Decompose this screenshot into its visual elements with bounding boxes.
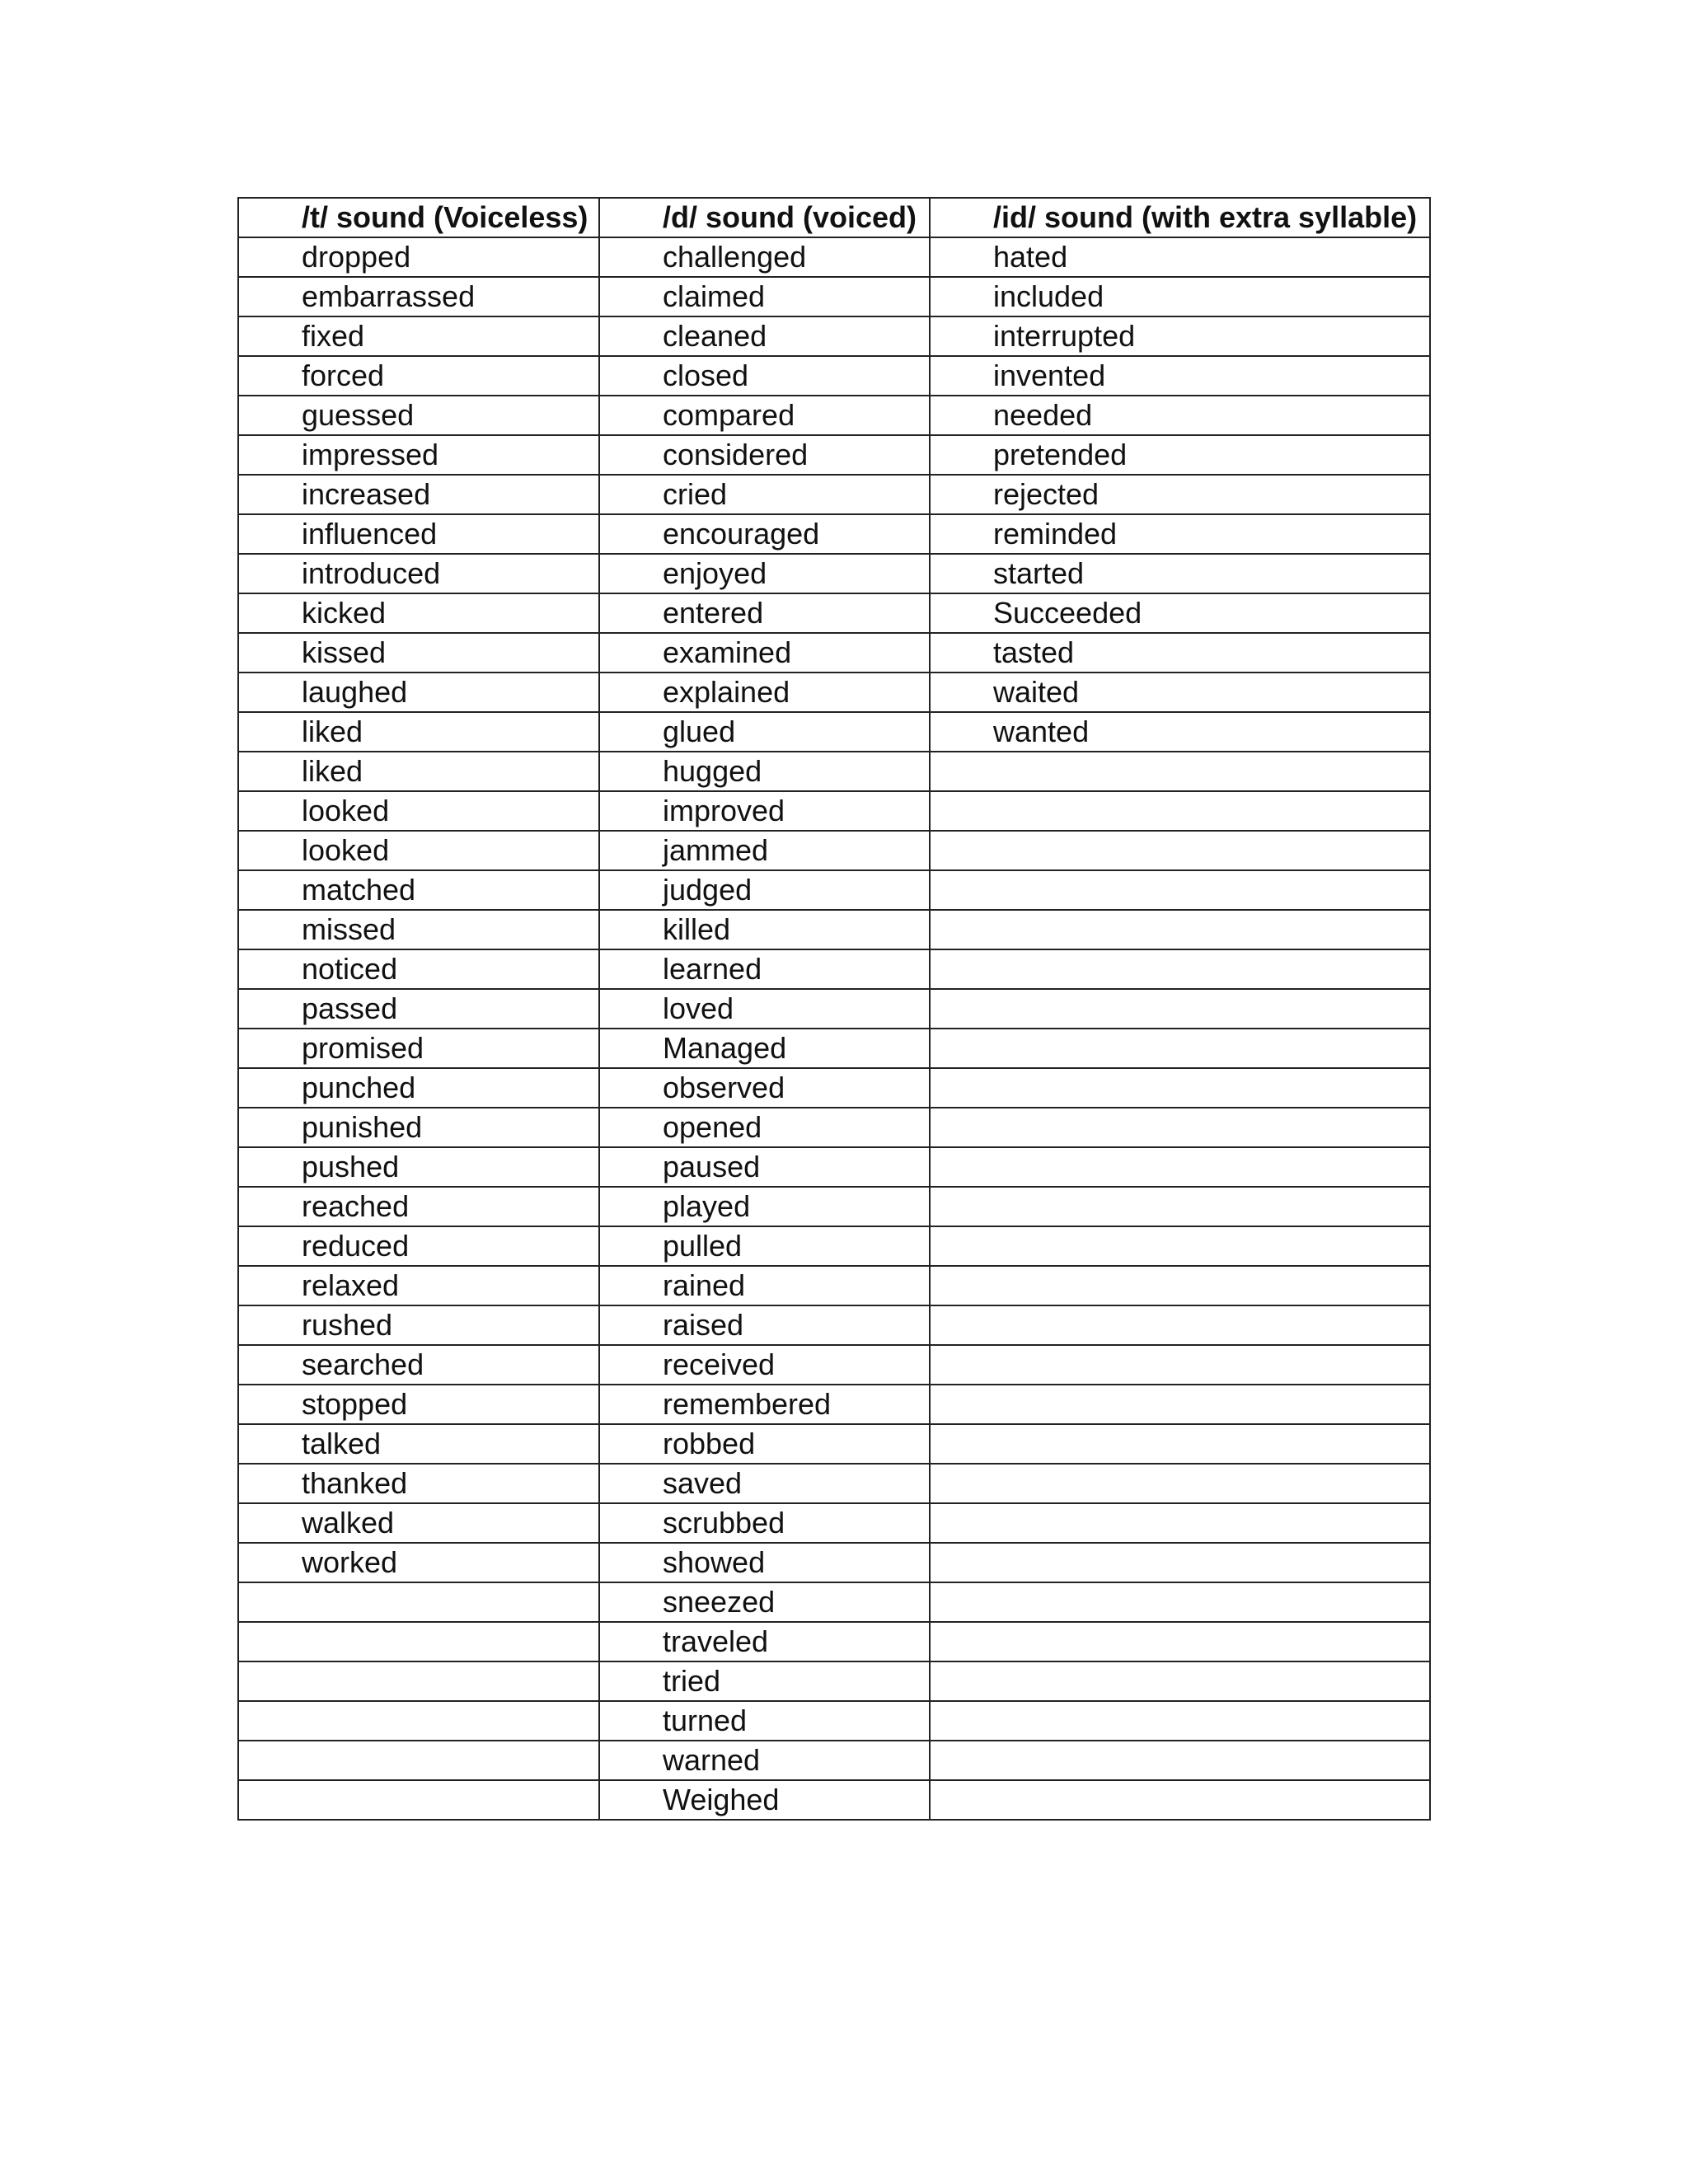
d-sound-cell: received (599, 1345, 930, 1385)
d-sound-cell: improved (599, 791, 930, 831)
table-row (238, 356, 1430, 396)
d-sound-cell: examined (599, 633, 930, 673)
id-sound-cell (930, 949, 1430, 989)
table-row (238, 1582, 1430, 1622)
id-sound-cell: tasted (930, 633, 1430, 673)
t-sound-cell: noticed (238, 949, 599, 989)
id-sound-cell: rejected (930, 475, 1430, 514)
table-row (238, 831, 1430, 870)
d-sound-cell: paused (599, 1147, 930, 1187)
d-sound-cell: robbed (599, 1424, 930, 1464)
table-row (238, 1266, 1430, 1305)
id-sound-cell (930, 989, 1430, 1029)
t-sound-cell (238, 1582, 599, 1622)
id-sound-cell (930, 1661, 1430, 1701)
id-sound-cell (930, 1068, 1430, 1108)
table-row (238, 1622, 1430, 1661)
id-sound-cell (930, 1780, 1430, 1820)
d-sound-cell: saved (599, 1464, 930, 1503)
d-sound-cell: claimed (599, 277, 930, 316)
table-row (238, 1741, 1430, 1780)
d-sound-cell: cleaned (599, 316, 930, 356)
t-sound-cell: stopped (238, 1385, 599, 1424)
t-sound-cell: looked (238, 831, 599, 870)
t-sound-cell (238, 1780, 599, 1820)
d-sound-cell: cried (599, 475, 930, 514)
table-row (238, 910, 1430, 949)
d-sound-cell: warned (599, 1741, 930, 1780)
table-row (238, 1345, 1430, 1385)
id-sound-cell: wanted (930, 712, 1430, 752)
table-row (238, 1780, 1430, 1820)
id-sound-cell (930, 1582, 1430, 1622)
d-sound-cell: hugged (599, 752, 930, 791)
id-sound-cell (930, 791, 1430, 831)
t-sound-cell: liked (238, 752, 599, 791)
id-sound-cell (930, 1226, 1430, 1266)
id-sound-cell (930, 1108, 1430, 1147)
t-sound-cell: looked (238, 791, 599, 831)
d-sound-cell: learned (599, 949, 930, 989)
t-sound-cell: punched (238, 1068, 599, 1108)
id-sound-cell: invented (930, 356, 1430, 396)
t-sound-cell: worked (238, 1543, 599, 1582)
t-sound-cell: talked (238, 1424, 599, 1464)
table-body (238, 237, 1430, 1820)
d-sound-cell: scrubbed (599, 1503, 930, 1543)
table-row (238, 1543, 1430, 1582)
d-sound-cell: observed (599, 1068, 930, 1108)
table-row (238, 1187, 1430, 1226)
d-sound-cell: sneezed (599, 1582, 930, 1622)
t-sound-cell: rushed (238, 1305, 599, 1345)
t-sound-cell: relaxed (238, 1266, 599, 1305)
table-row (238, 1029, 1430, 1068)
table-row (238, 514, 1430, 554)
id-sound-cell (930, 1147, 1430, 1187)
d-sound-cell: encouraged (599, 514, 930, 554)
t-sound-cell: walked (238, 1503, 599, 1543)
t-sound-cell: influenced (238, 514, 599, 554)
id-sound-cell (930, 1385, 1430, 1424)
t-sound-cell: punished (238, 1108, 599, 1147)
d-sound-cell: considered (599, 435, 930, 475)
table-row (238, 1108, 1430, 1147)
table-row (238, 237, 1430, 277)
id-sound-cell (930, 1464, 1430, 1503)
d-sound-cell: closed (599, 356, 930, 396)
table-row (238, 1068, 1430, 1108)
t-sound-cell: kissed (238, 633, 599, 673)
table-row (238, 673, 1430, 712)
d-sound-cell: opened (599, 1108, 930, 1147)
t-sound-cell: laughed (238, 673, 599, 712)
t-sound-cell: dropped (238, 237, 599, 277)
table-row (238, 593, 1430, 633)
table-row (238, 1701, 1430, 1741)
table-row (238, 277, 1430, 316)
id-sound-cell (930, 910, 1430, 949)
t-sound-cell: reached (238, 1187, 599, 1226)
d-sound-cell: tried (599, 1661, 930, 1701)
t-sound-cell: reduced (238, 1226, 599, 1266)
t-sound-cell: increased (238, 475, 599, 514)
id-sound-cell: waited (930, 673, 1430, 712)
id-sound-cell (930, 1305, 1430, 1345)
id-sound-cell: Succeeded (930, 593, 1430, 633)
t-sound-cell: guessed (238, 396, 599, 435)
d-sound-cell: played (599, 1187, 930, 1226)
d-sound-cell: entered (599, 593, 930, 633)
table-row (238, 1385, 1430, 1424)
table-row (238, 791, 1430, 831)
id-sound-cell (930, 1029, 1430, 1068)
t-sound-cell: matched (238, 870, 599, 910)
id-sound-cell (930, 870, 1430, 910)
table-row (238, 870, 1430, 910)
word-table (237, 197, 1431, 1821)
t-sound-cell: passed (238, 989, 599, 1029)
header-id-sound: /id/ sound (with extra syllable) (930, 198, 1430, 237)
d-sound-cell: showed (599, 1543, 930, 1582)
id-sound-cell (930, 1741, 1430, 1780)
d-sound-cell: jammed (599, 831, 930, 870)
table-row (238, 316, 1430, 356)
table-row (238, 989, 1430, 1029)
id-sound-cell (930, 1622, 1430, 1661)
id-sound-cell: started (930, 554, 1430, 593)
t-sound-cell (238, 1661, 599, 1701)
id-sound-cell: reminded (930, 514, 1430, 554)
t-sound-cell: kicked (238, 593, 599, 633)
id-sound-cell (930, 1345, 1430, 1385)
d-sound-cell: Weighed (599, 1780, 930, 1820)
t-sound-cell: embarrassed (238, 277, 599, 316)
d-sound-cell: remembered (599, 1385, 930, 1424)
table-row (238, 1661, 1430, 1701)
id-sound-cell (930, 752, 1430, 791)
id-sound-cell: needed (930, 396, 1430, 435)
id-sound-cell (930, 1187, 1430, 1226)
id-sound-cell (930, 1503, 1430, 1543)
id-sound-cell (930, 1424, 1430, 1464)
table-row (238, 949, 1430, 989)
d-sound-cell: raised (599, 1305, 930, 1345)
t-sound-cell: searched (238, 1345, 599, 1385)
t-sound-cell: promised (238, 1029, 599, 1068)
id-sound-cell: included (930, 277, 1430, 316)
t-sound-cell: introduced (238, 554, 599, 593)
table-row (238, 712, 1430, 752)
t-sound-cell: pushed (238, 1147, 599, 1187)
t-sound-cell (238, 1741, 599, 1780)
d-sound-cell: traveled (599, 1622, 930, 1661)
id-sound-cell: hated (930, 237, 1430, 277)
t-sound-cell: thanked (238, 1464, 599, 1503)
t-sound-cell: fixed (238, 316, 599, 356)
d-sound-cell: loved (599, 989, 930, 1029)
d-sound-cell: compared (599, 396, 930, 435)
d-sound-cell: pulled (599, 1226, 930, 1266)
t-sound-cell: impressed (238, 435, 599, 475)
table-row (238, 1226, 1430, 1266)
d-sound-cell: rained (599, 1266, 930, 1305)
table-row (238, 435, 1430, 475)
header-t-sound: /t/ sound (Voiceless) (238, 198, 599, 237)
table-row (238, 475, 1430, 514)
table-row (238, 1147, 1430, 1187)
table-row (238, 396, 1430, 435)
t-sound-cell (238, 1622, 599, 1661)
header-row (238, 198, 1430, 237)
table-row (238, 1424, 1430, 1464)
id-sound-cell (930, 1701, 1430, 1741)
t-sound-cell: liked (238, 712, 599, 752)
t-sound-cell (238, 1701, 599, 1741)
t-sound-cell: forced (238, 356, 599, 396)
id-sound-cell (930, 1543, 1430, 1582)
table-row (238, 1503, 1430, 1543)
d-sound-cell: challenged (599, 237, 930, 277)
table-row (238, 633, 1430, 673)
table-row (238, 1464, 1430, 1503)
d-sound-cell: killed (599, 910, 930, 949)
d-sound-cell: Managed (599, 1029, 930, 1068)
table-row (238, 752, 1430, 791)
d-sound-cell: turned (599, 1701, 930, 1741)
header-d-sound: /d/ sound (voiced) (599, 198, 930, 237)
d-sound-cell: glued (599, 712, 930, 752)
id-sound-cell: pretended (930, 435, 1430, 475)
t-sound-cell: missed (238, 910, 599, 949)
table-row (238, 1305, 1430, 1345)
id-sound-cell (930, 1266, 1430, 1305)
d-sound-cell: enjoyed (599, 554, 930, 593)
id-sound-cell: interrupted (930, 316, 1430, 356)
table-row (238, 554, 1430, 593)
id-sound-cell (930, 831, 1430, 870)
d-sound-cell: explained (599, 673, 930, 712)
d-sound-cell: judged (599, 870, 930, 910)
